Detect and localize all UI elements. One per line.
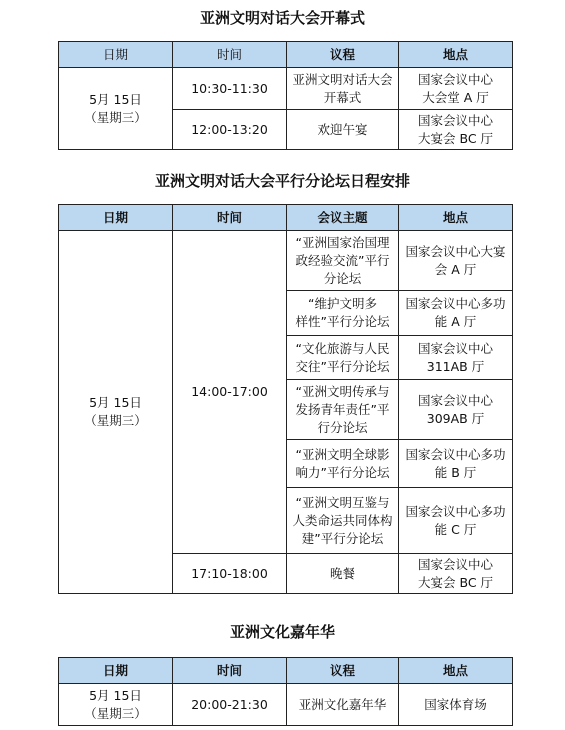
agenda-cell (287, 68, 399, 110)
place-line: 国家会议中心 (417, 392, 493, 408)
place-line: 311AB 厅 (426, 358, 485, 374)
table-row (59, 684, 513, 726)
date-text: 5月 15日 (89, 91, 142, 107)
agenda-line: 开幕式 (323, 89, 362, 105)
section-title-opening: 亚洲文明对话大会开幕式 (199, 9, 365, 27)
place-cell: 国家体育场 (399, 684, 513, 726)
topic-line: “亚洲文明传承与 (295, 383, 390, 399)
table-header-row (59, 42, 513, 68)
topic-cell (287, 380, 399, 440)
topic-line: “亚洲国家治国理 (295, 234, 390, 250)
topic-cell (287, 291, 399, 336)
topic-cell (287, 440, 399, 488)
place-line: 国家会议中心 (417, 556, 493, 572)
table-header-row (59, 658, 513, 684)
date-cell (59, 231, 173, 594)
topic-line: 分论坛 (323, 270, 362, 286)
place-cell (399, 440, 513, 488)
topic-line: 行分论坛 (317, 419, 368, 435)
topic-line: 样性”平行分论坛 (295, 314, 390, 329)
place-line: 国家会议中心大宴 (405, 243, 506, 259)
place-cell (399, 68, 513, 110)
place-line: 大宴会 BC 厅 (417, 130, 494, 146)
header-topic: 会议主题 (287, 205, 399, 231)
header-place: 地点 (399, 205, 513, 231)
place-cell (399, 380, 513, 440)
opening-table (58, 41, 513, 150)
place-line: 国家会议中心 (417, 112, 493, 128)
weekday-text: （星期三） (84, 413, 147, 428)
place-line: 国家会议中心多功 (405, 296, 506, 311)
place-line: 会 A 厅 (434, 261, 477, 277)
place-line: 能 B 厅 (434, 464, 477, 480)
weekday-text: （星期三） (84, 109, 147, 125)
topic-line: 建”平行分论坛 (301, 530, 384, 546)
agenda-cell: 欢迎午宴 (287, 110, 399, 150)
date-cell (59, 684, 173, 726)
table-header-row (59, 205, 513, 231)
table-row (59, 231, 513, 291)
time-cell: 17:10-18:00 (173, 554, 287, 594)
topic-cell (287, 336, 399, 380)
header-agenda: 议程 (287, 42, 399, 68)
topic-cell (287, 231, 399, 291)
place-line: 能 A 厅 (434, 314, 477, 329)
place-cell (399, 110, 513, 150)
place-line: 大宴会 BC 厅 (417, 574, 494, 590)
carnival-table (58, 657, 513, 726)
header-date: 日期 (59, 42, 173, 68)
place-line: 国家会议中心 (417, 340, 493, 356)
topic-cell (287, 488, 399, 554)
place-line: 大会堂 A 厅 (422, 89, 489, 105)
agenda-cell: 亚洲文化嘉年华 (287, 684, 399, 726)
header-agenda: 议程 (287, 658, 399, 684)
topic-line: 人类命运共同体构 (292, 512, 393, 528)
agenda-line: 亚洲文明对话大会 (292, 71, 393, 87)
header-time: 时间 (173, 42, 287, 68)
place-cell (399, 291, 513, 336)
header-place: 地点 (399, 658, 513, 684)
section-title-carnival: 亚洲文化嘉年华 (229, 623, 335, 641)
forums-table (58, 204, 513, 594)
topic-cell: 晚餐 (287, 554, 399, 594)
topic-line: 响力”平行分论坛 (295, 464, 390, 480)
time-cell: 12:00-13:20 (173, 110, 287, 150)
header-date: 日期 (59, 205, 173, 231)
place-cell (399, 231, 513, 291)
header-date: 日期 (59, 658, 173, 684)
header-time: 时间 (173, 205, 287, 231)
topic-line: “亚洲文明全球影 (295, 446, 390, 462)
table-row (59, 68, 513, 110)
topic-line: “亚洲文明互鉴与 (295, 494, 390, 510)
place-cell (399, 488, 513, 554)
date-text: 5月 15日 (89, 395, 142, 410)
place-line: 国家会议中心多功 (405, 446, 506, 462)
place-line: 能 C 厅 (434, 521, 477, 537)
place-cell (399, 554, 513, 594)
topic-line: 政经验交流”平行 (295, 252, 390, 268)
place-cell (399, 336, 513, 380)
time-cell: 14:00-17:00 (173, 231, 287, 554)
section-title-forums: 亚洲文明对话大会平行分论坛日程安排 (154, 172, 410, 190)
date-text: 5月 15日 (89, 687, 142, 703)
weekday-text: （星期三） (84, 705, 147, 721)
date-cell (59, 68, 173, 150)
topic-line: 发扬青年责任”平 (295, 401, 390, 417)
header-place: 地点 (399, 42, 513, 68)
place-line: 国家会议中心 (417, 71, 493, 87)
time-cell: 20:00-21:30 (173, 684, 287, 726)
place-line: 国家会议中心多功 (405, 503, 506, 519)
place-line: 309AB 厅 (426, 410, 485, 426)
time-cell: 10:30-11:30 (173, 68, 287, 110)
topic-line: “维护文明多 (308, 296, 377, 311)
topic-line: “文化旅游与人民 (295, 340, 390, 356)
topic-line: 交往”平行分论坛 (295, 358, 390, 374)
header-time: 时间 (173, 658, 287, 684)
